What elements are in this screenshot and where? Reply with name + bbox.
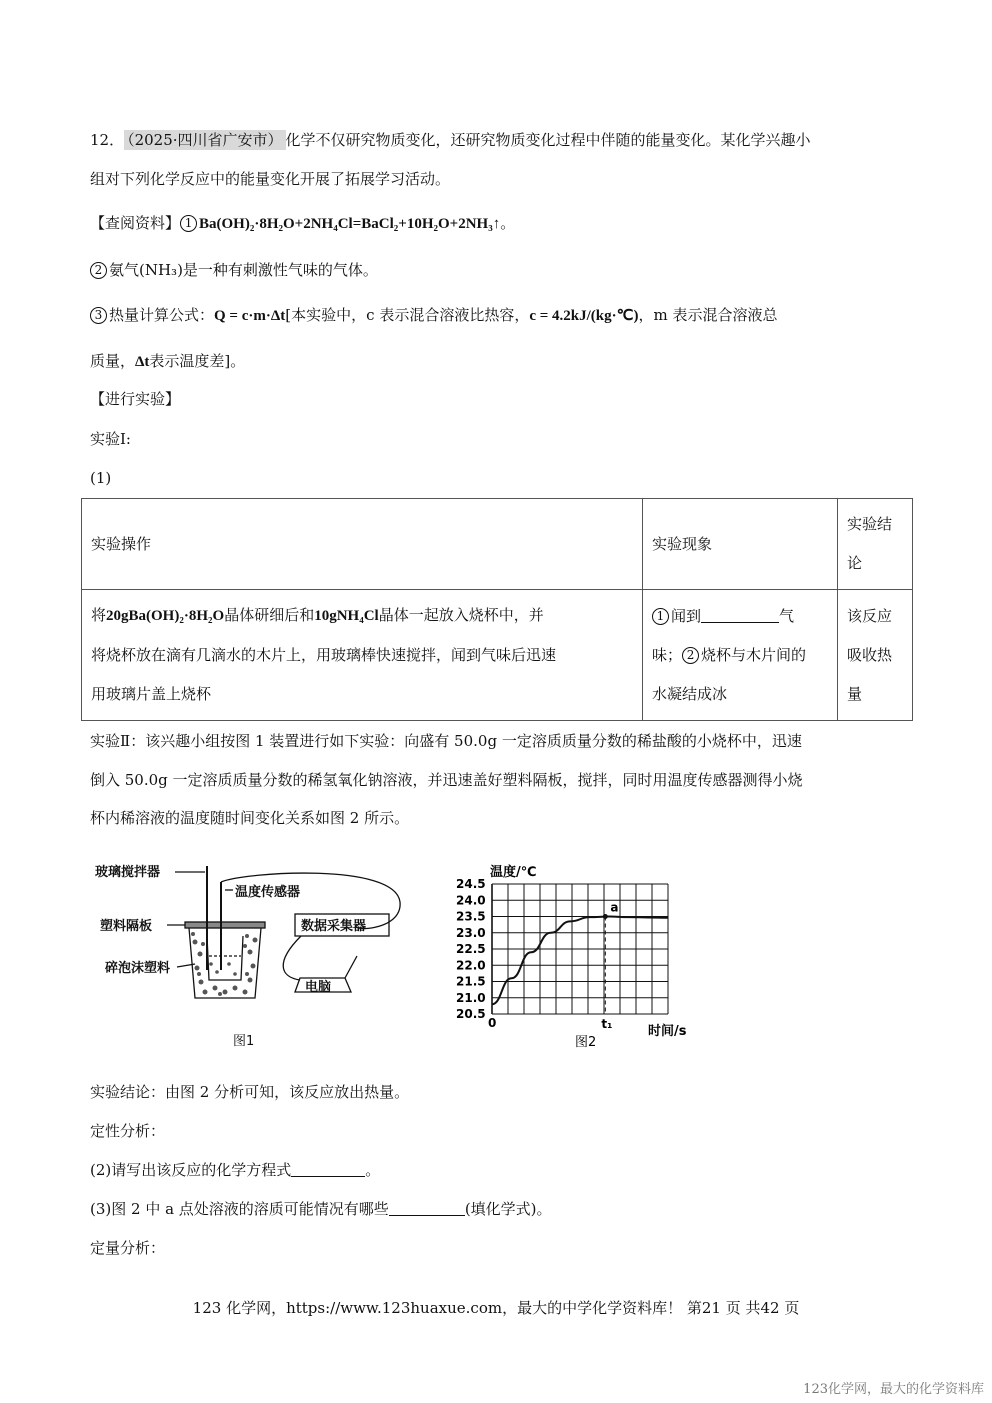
reagent-1: 20gBa(OH)₂·8H₂O	[106, 608, 225, 624]
experiment-1-label: 实验Ⅰ:	[90, 430, 131, 448]
reagent-2: 10gNH₄Cl	[314, 608, 379, 624]
chart-grid	[492, 884, 668, 1014]
answer-blank[interactable]	[291, 1162, 365, 1177]
circled-number: 1	[652, 608, 669, 625]
q2-text: (2)请写出该反应的化学方程式	[90, 1161, 292, 1179]
experiment-title: 【进行实验】	[90, 390, 181, 408]
mass-note: 质量，	[90, 352, 136, 370]
question-2	[90, 1158, 912, 1182]
y-tick-label: 24.0	[456, 893, 486, 908]
qualitative-title: 定性分析：	[90, 1122, 166, 1140]
subquestion-1: (1)	[90, 469, 112, 487]
cell-conclusion: 该反应吸收热量	[838, 590, 913, 721]
plastic-board	[185, 922, 265, 928]
x-origin-label: 0	[488, 1016, 497, 1030]
series-temperature-line	[492, 917, 668, 1005]
question-source: （2025·四川省广安市）	[124, 130, 285, 150]
computer-label: 电脑	[305, 980, 332, 995]
header-phenomenon: 实验现象	[643, 499, 838, 590]
question-number: 12．	[90, 131, 125, 149]
cell-operation	[82, 590, 643, 721]
formula-label: 热量计算公式：	[109, 306, 215, 324]
computer-screen	[345, 956, 357, 978]
formula-note-2: ，m 表示混合溶液总	[638, 306, 778, 324]
stirrer-label: 玻璃搅拌器	[95, 865, 161, 880]
specific-heat: c = 4.2kJ/(kg·℃)	[529, 308, 639, 324]
inner-beaker	[207, 936, 243, 980]
q3-text: (3)图 2 中 a 点处溶液的溶质可能情况有哪些	[90, 1200, 389, 1218]
op-text: 将	[91, 606, 107, 624]
reference-line-3	[90, 303, 912, 328]
watermark: 123化学网，最大的化学资料库	[803, 1382, 984, 1397]
answer-blank[interactable]	[701, 608, 779, 623]
ph-text: 味；	[652, 645, 683, 664]
op-text: 晶体一起放入烧杯中，并	[378, 606, 544, 624]
reference-title: 【查阅资料】	[90, 214, 181, 232]
header-conclusion: 实验结论	[838, 499, 913, 590]
experiment-2-line-3: 杯内稀溶液的温度随时间变化关系如图 2 所示。	[90, 809, 410, 827]
ammonia-note: 氨气(NH₃)是一种有刺激性气味的气体。	[109, 261, 378, 279]
y-axis-label: 温度/℃	[490, 865, 537, 880]
delta-t: Δt	[135, 354, 150, 370]
circled-number: 2	[682, 647, 699, 664]
q3-end: (填化学式)。	[464, 1200, 552, 1218]
table-header-row	[82, 499, 913, 590]
y-tick-label: 21.0	[456, 990, 486, 1005]
question-line-1	[90, 128, 912, 152]
t1-label: t₁	[601, 1017, 613, 1031]
experiment-table	[81, 498, 913, 721]
y-tick-label: 23.0	[456, 925, 486, 940]
punct: 。	[500, 214, 516, 232]
question-line-2: 组对下列化学反应中的能量变化开展了拓展学习活动。	[90, 170, 451, 188]
table-row	[82, 590, 913, 721]
collector-label: 数据采集器	[301, 919, 367, 934]
delta-t-note: 表示温度差]。	[149, 352, 246, 370]
heat-formula: Q = c·m·Δt	[214, 308, 286, 324]
op-text: 将烧杯放在滴有几滴水的木片上，用玻璃棒快速搅拌，闻到气味后迅速	[91, 646, 557, 664]
ph-text: 烧杯与木片间的	[701, 645, 807, 664]
figure-2-caption: 图2	[575, 1035, 597, 1050]
reference-line-4	[90, 349, 912, 374]
point-a	[603, 914, 608, 919]
board-label: 塑料隔板	[100, 919, 153, 934]
op-text: 用玻璃片盖上烧杯	[91, 685, 212, 703]
answer-blank[interactable]	[389, 1201, 465, 1216]
y-tick-label: 22.5	[456, 942, 486, 956]
q2-end: 。	[365, 1161, 381, 1179]
quantitative-title: 定量分析：	[90, 1239, 166, 1257]
circled-number: 1	[180, 215, 197, 232]
y-tick-label: 20.5	[456, 1007, 486, 1021]
computer-cable	[283, 936, 301, 980]
page-footer: 123 化学网，https://www.123huaxue.com，最大的中学化学资料库！ 第21 页 共42 页	[192, 1299, 800, 1317]
figure-2-chart	[450, 860, 710, 1050]
experiment-2-line-2: 倒入 50.0g 一定溶质质量分数的稀氢氧化钠溶液，并迅速盖好塑料隔板，搅拌，同时用温度传感器测得小烧	[90, 771, 803, 789]
ph-text: 水凝结成冰	[652, 684, 728, 703]
conclusion: 实验结论：由图 2 分析可知，该反应放出热量。	[90, 1083, 410, 1101]
sensor-label: 温度传感器	[235, 885, 301, 900]
header-operation: 实验操作	[82, 499, 643, 590]
op-text: 晶体研细后和	[224, 606, 315, 624]
reference-line-1	[90, 211, 912, 236]
figure-1-caption: 图1	[233, 1034, 255, 1049]
reaction-equation: Ba(OH)₂·8H₂O+2NH₄Cl=BaCl₂+10H₂O+2NH₃↑	[199, 216, 501, 232]
ph-text: 闻到	[671, 606, 702, 625]
y-tick-label: 21.5	[456, 974, 486, 989]
experiment-2-line-1: 实验Ⅱ：该兴趣小组按图 1 装置进行如下实验：向盛有 50.0g 一定溶质质量分数的稀盐酸的小烧杯中，迅速	[90, 732, 802, 750]
question-intro-1: 化学不仅研究物质变化，还研究物质变化过程中伴随的能量变化。某化学兴趣小	[285, 131, 811, 149]
cell-phenomenon	[643, 590, 838, 721]
question-3	[90, 1197, 912, 1221]
foam-label: 碎泡沫塑料	[105, 961, 171, 976]
y-tick-label: 24.5	[456, 877, 486, 891]
reference-line-2	[90, 258, 912, 282]
circled-number: 3	[90, 307, 107, 324]
y-tick-label: 22.0	[456, 958, 486, 973]
circled-number: 2	[90, 262, 107, 279]
ph-text: 气	[779, 606, 795, 625]
x-axis-label: 时间/s	[648, 1024, 687, 1039]
y-tick-label: 23.5	[456, 909, 486, 924]
chart-ticks	[456, 877, 486, 1021]
point-a-label: a	[610, 900, 619, 915]
figure-1-apparatus	[95, 852, 425, 1052]
formula-note: [本实验中，c 表示混合溶液比热容，	[285, 306, 530, 324]
